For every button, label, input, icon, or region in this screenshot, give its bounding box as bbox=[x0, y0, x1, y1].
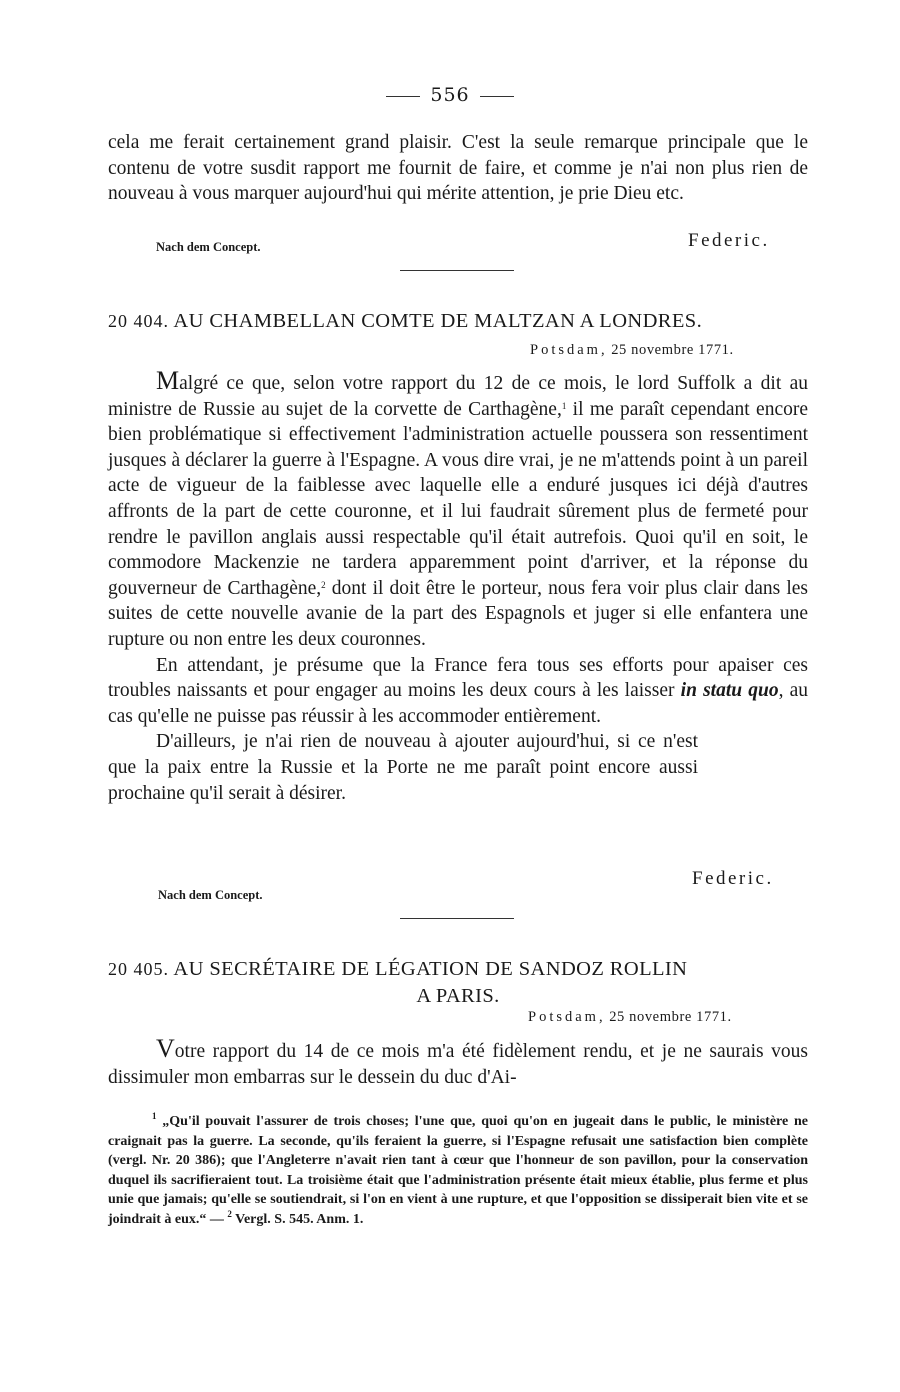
letter-20404-number: 20 404. bbox=[108, 311, 169, 331]
previous-letter-source-note: Nach dem Concept. bbox=[156, 240, 261, 254]
letter-20405-initial: V bbox=[156, 1034, 175, 1063]
page-number-header bbox=[0, 84, 900, 106]
letter-20404-p2-part-a: En attendant, je présume que la France fera tous ses efforts pour apaiser ces troubles naissants et pour engager au moins les deux cours à les laisser bbox=[108, 654, 808, 702]
previous-letter-signature: Federic. bbox=[688, 230, 770, 251]
letter-20405-number: 20 405. bbox=[108, 959, 169, 979]
letter-20404-p2-part-b: , au cas qu'elle ne puisse pas réussir à les accommoder entièrement. bbox=[108, 680, 809, 727]
previous-letter-text bbox=[108, 130, 808, 207]
letter-20404-paragraph-3: D'ailleurs, je n'ai rien de nouveau à ajouter aujourd'hui, si ce n'est que la paix entre la Russie et la Porte ne me paraît point encore aussi prochaine qu'il serait à désirer. bbox=[108, 731, 698, 804]
letter-20404-city: Potsdam, bbox=[530, 342, 608, 358]
separator-rule bbox=[400, 270, 514, 271]
letter-20404-paragraph-2 bbox=[108, 653, 808, 730]
footnote-1-and-2 bbox=[108, 1112, 808, 1229]
letter-20405-title-line-1: AU SECRÉTAIRE DE LÉGATION DE SANDOZ ROLLIN bbox=[173, 958, 688, 980]
previous-letter-paragraph: cela me ferait certainement grand plaisir. C'est la seule remarque principale que le contenu de votre susdit rapport me fournit de faire, et comme je n'ai non plus rien de nouveau à vous marquer aujourd'hui qui mérite attention, je prie Dieu etc. bbox=[108, 132, 808, 205]
letter-20405-date: 25 novembre 1771. bbox=[609, 1009, 732, 1025]
letter-20404-p2-italic: in statu quo bbox=[680, 680, 779, 702]
letter-20404-source-note: Nach dem Concept. bbox=[158, 888, 263, 902]
letter-20404-paragraph-1 bbox=[108, 368, 808, 653]
footnote-1-mark: 1 bbox=[152, 1111, 157, 1121]
letter-20405-body bbox=[108, 1036, 808, 1090]
footnote-ref-1: 1 bbox=[561, 400, 567, 411]
letter-20404-dateline bbox=[530, 342, 734, 359]
letter-20404-initial: M bbox=[156, 366, 180, 395]
letter-20404-heading bbox=[108, 310, 808, 333]
page-number: 556 bbox=[430, 84, 470, 106]
letter-20404-date: 25 novembre 1771. bbox=[611, 342, 734, 358]
footnotes bbox=[108, 1112, 808, 1229]
letter-20405-title-line-2: A PARIS. bbox=[416, 985, 500, 1007]
header-dash-left bbox=[386, 96, 420, 97]
separator-rule-2 bbox=[400, 918, 514, 919]
letter-20405-paragraph-1 bbox=[108, 1036, 808, 1090]
letter-20405-heading-line-2 bbox=[108, 985, 808, 1008]
header-dash-right bbox=[480, 96, 514, 97]
letter-20405-p1-rest: otre rapport du 14 de ce mois m'a été fidèlement rendu, et je ne saurais vous dissimuler mon embarras sur le dessein du duc d'Ai- bbox=[108, 1041, 808, 1088]
footnote-ref-2: 2 bbox=[321, 579, 326, 590]
letter-20404-body bbox=[108, 368, 808, 806]
letter-20404-p1-part-b: il me paraît cependant encore bien problématique si effectivement l'administration actuelle poussera son ressentiment jusques à déclarer la guerre à l'Espagne. A vous dire vrai, je ne m'attends point à un pareil acte de vigueur de la faiblesse avec laquelle elle a enduré jusques ici déjà d'autres affronts de la part de cette couronne, et il lui faudrait sûrement plus de fermeté pour rendre le pavillon anglais aussi respectable qu'il était autrefois. Quoi qu'il en soit, le commodore Mackenzie ne tardera apparemment point d'arriver, et la réponse du gouverneur de Carthagène, bbox=[108, 398, 808, 599]
letter-20404-title: AU CHAMBELLAN COMTE DE MALTZAN A LONDRES. bbox=[173, 310, 703, 332]
letter-20404-p1-part-a: algré ce que, selon votre rapport du 12 de ce mois, le lord Suffolk a dit au ministre de Russie au sujet de la corvette de Carthagène, bbox=[108, 373, 808, 420]
footnote-2-mark: 2 bbox=[227, 1208, 232, 1219]
letter-20405-city: Potsdam, bbox=[528, 1009, 606, 1025]
letter-20405-dateline bbox=[528, 1009, 732, 1026]
footnote-2-text: Vergl. S. 545. Anm. 1. bbox=[231, 1211, 364, 1227]
footnote-1-text: „Qu'il pouvait l'assurer de trois choses; l'une que, quoi qu'on en jugeait dans le public, le ministère ne craignait pas la guerre. La seconde, qu'ils feraient la guerre, si l'Espagne refusait une satisfaction bien complète (vergl. Nr. 20 386); que l'Angleterre n'avait rien tant à cœur que l'honneur de son pavillon, pour la conservation duquel ils sacrifieraient tout. La troisième était que l'administration présente était mieux établie, plus ferme et plus unie que jamais; qu'elle se soutiendrait, si l'on en vient à une rupture, et que l'opposition se dissiperait bien vite et se joindrait à eux.“ — bbox=[108, 1114, 808, 1227]
letter-20404-signature: Federic. bbox=[692, 868, 774, 889]
letter-20405-heading bbox=[108, 958, 808, 981]
letter-20404-p1-part-c: dont il doit être le porteur, nous fera voir plus clair dans les suites de cette nouvelle avanie de la part des Espagnols et juger si elle enfantera une rupture ou non entre les deux couronnes. bbox=[108, 577, 808, 650]
